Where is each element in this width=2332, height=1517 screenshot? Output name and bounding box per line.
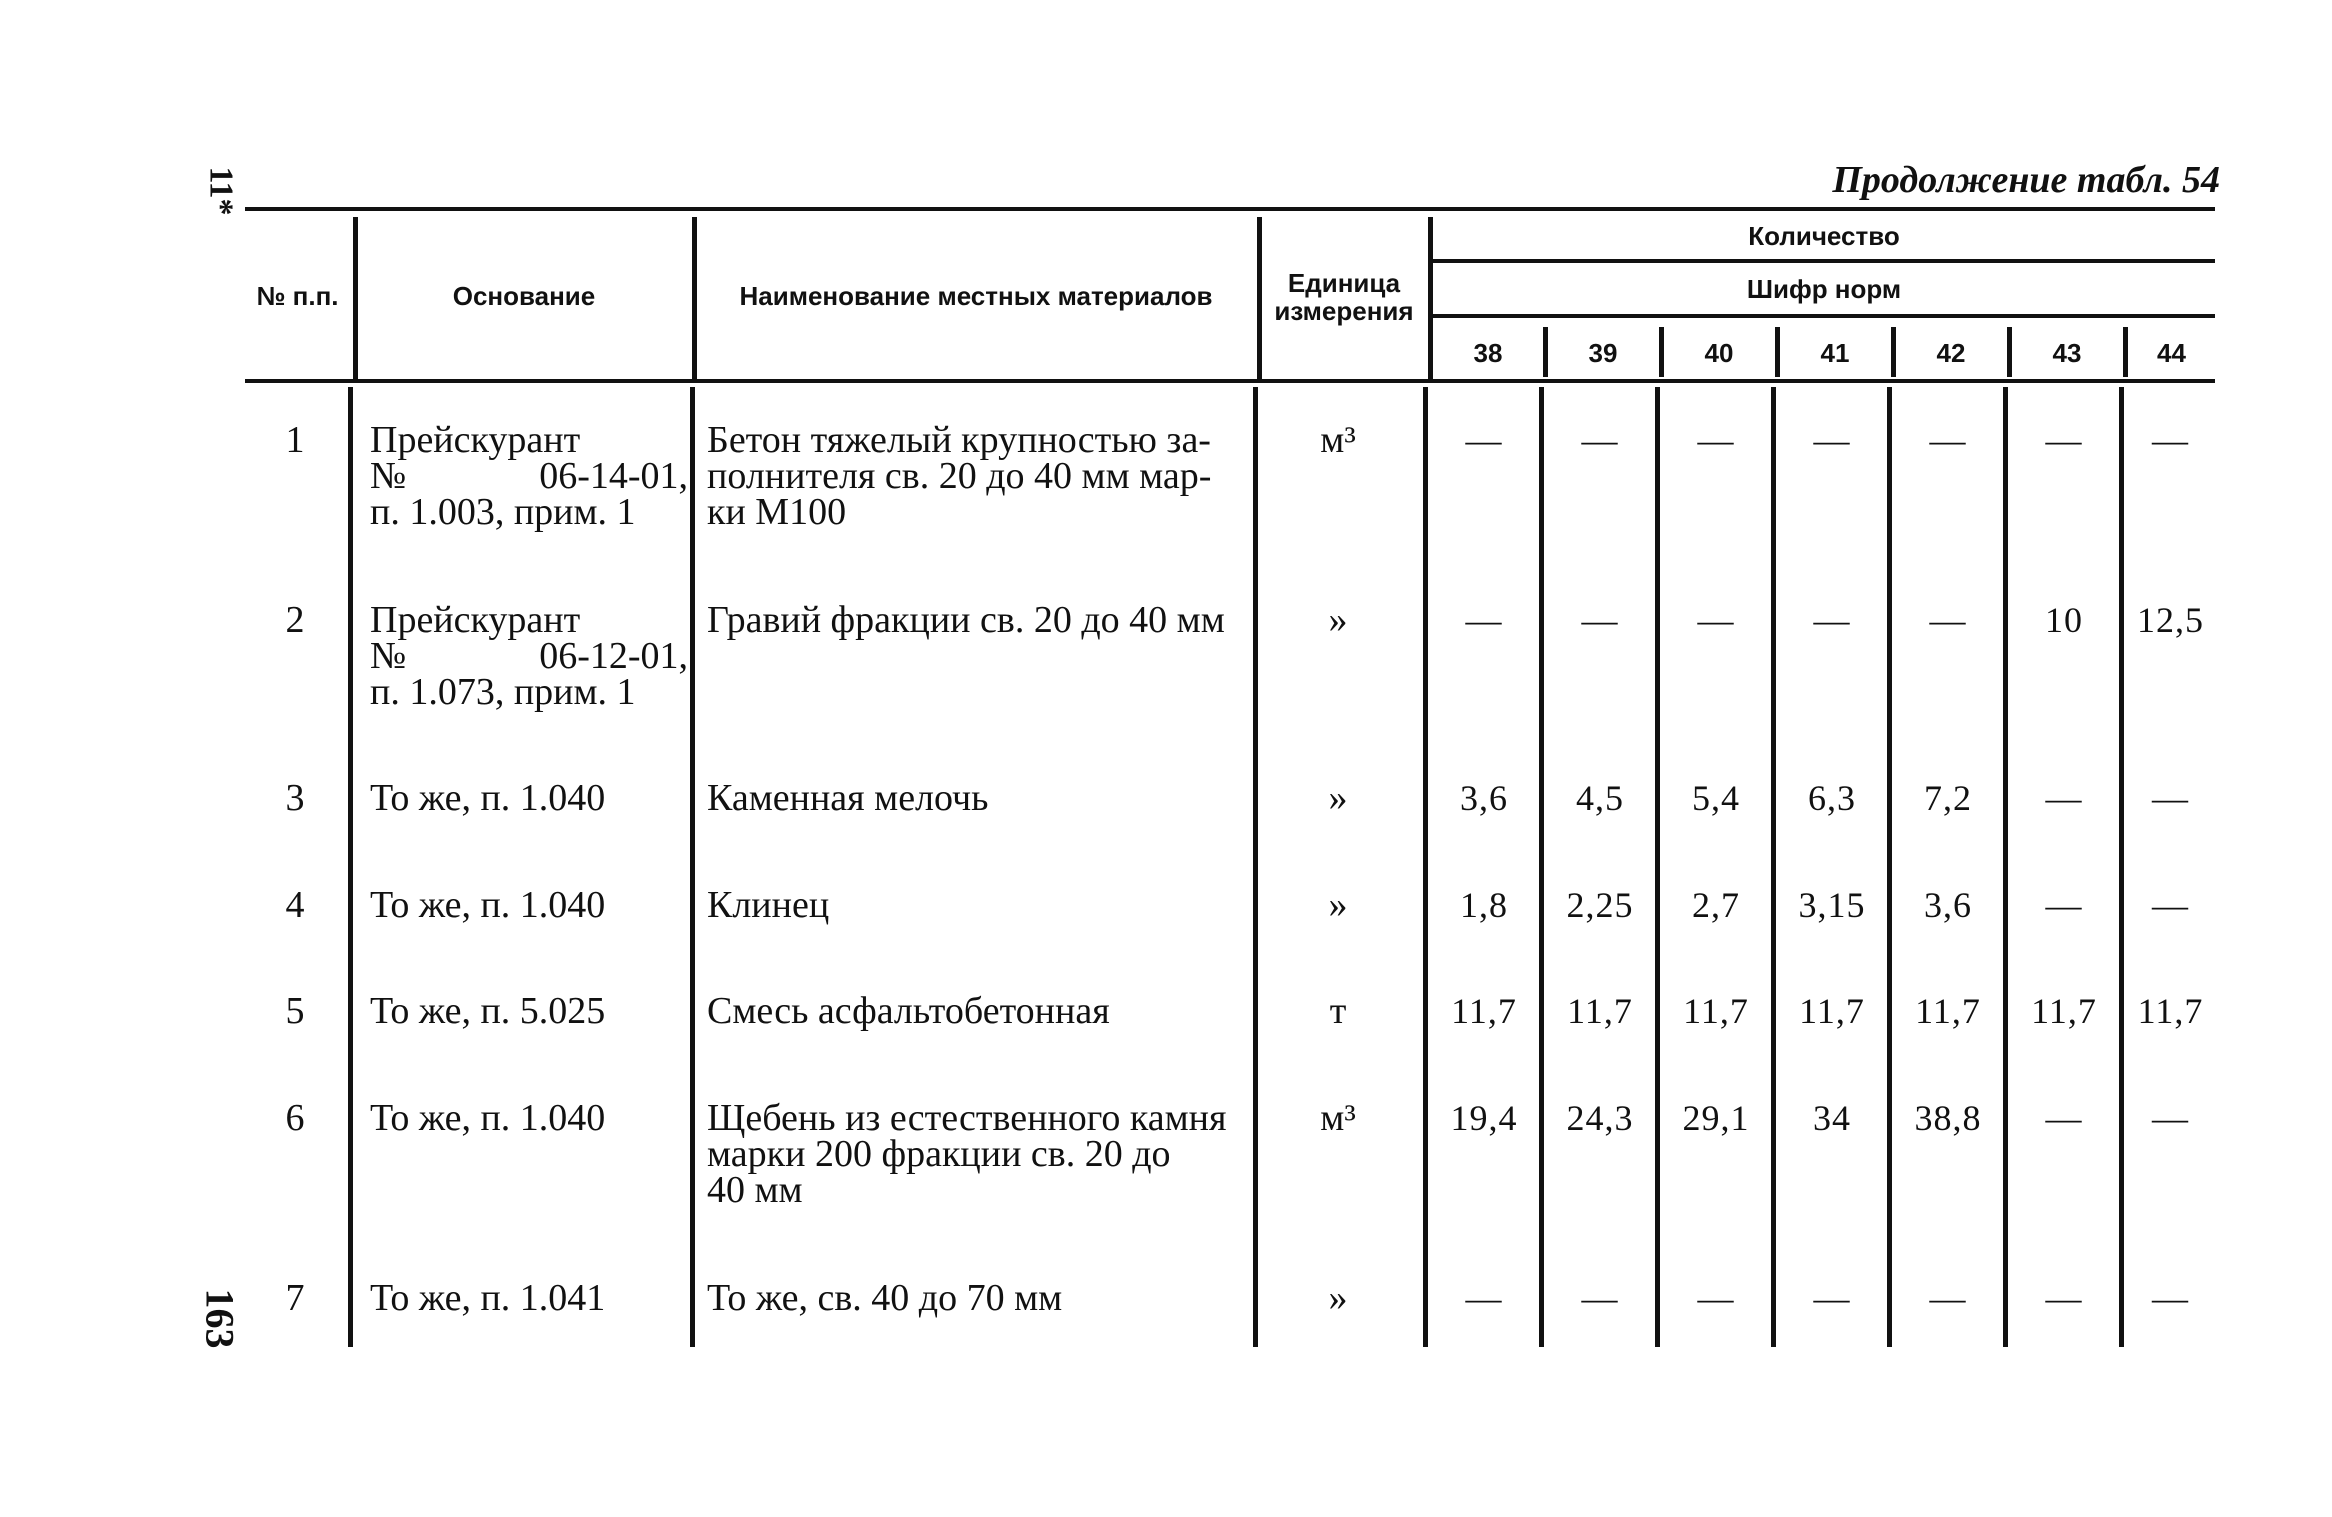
- row-6-num: 6: [285, 1097, 305, 1139]
- qty-r7-c40: —: [1697, 1278, 1735, 1318]
- row-3-basis: То же, п. 1.040: [370, 777, 606, 819]
- qty-r7-c39: —: [1581, 1278, 1619, 1318]
- row-4-material: Клинец: [707, 884, 830, 926]
- row-2-unit: »: [1328, 599, 1348, 641]
- qty-r6-c44: —: [2152, 1098, 2189, 1138]
- header-bottom-rule: [245, 379, 2215, 383]
- qty-r7-c38: —: [1465, 1278, 1503, 1318]
- signature-mark: 11*: [202, 166, 240, 216]
- table-top-rule: [245, 207, 2215, 211]
- code-41: 41: [1820, 338, 1850, 368]
- row-1-basis: [370, 419, 690, 533]
- row-1-unit: м³: [1320, 419, 1356, 461]
- qty-r1-c43: —: [2045, 420, 2083, 460]
- body-divider: [1771, 387, 1776, 1347]
- qty-r6-c43: —: [2045, 1098, 2083, 1138]
- code-43: 43: [2052, 338, 2082, 368]
- quantity-rule: [1430, 259, 2215, 263]
- row-2-basis: [370, 599, 690, 713]
- qty-r2-c41: —: [1813, 600, 1851, 640]
- qty-r3-c44: —: [2152, 778, 2189, 818]
- qty-r2-c43: 10: [2045, 600, 2083, 640]
- row-7-material: То же, св. 40 до 70 мм: [707, 1277, 1063, 1319]
- qty-r5-c39: 11,7: [1567, 991, 1633, 1031]
- qty-r4-c44: —: [2152, 885, 2189, 925]
- row-4-unit: »: [1328, 884, 1348, 926]
- qty-r7-c44: —: [2152, 1278, 2189, 1318]
- qty-r3-c43: —: [2045, 778, 2083, 818]
- qty-r4-c41: 3,15: [1798, 885, 1866, 925]
- qty-r5-c38: 11,7: [1451, 991, 1517, 1031]
- code-38: 38: [1473, 338, 1503, 368]
- qty-r2-c38: —: [1465, 600, 1503, 640]
- qty-r7-c43: —: [2045, 1278, 2083, 1318]
- basis-line: Прейскурант: [370, 419, 581, 461]
- qty-r4-c38: 1,8: [1460, 885, 1508, 925]
- qty-r6-c38: 19,4: [1450, 1098, 1518, 1138]
- qty-r6-c42: 38,8: [1914, 1098, 1982, 1138]
- row-4-num: 4: [285, 884, 305, 926]
- qty-r4-c43: —: [2045, 885, 2083, 925]
- qty-r4-c39: 2,25: [1566, 885, 1634, 925]
- body-divider: [2003, 387, 2008, 1347]
- basis-line: п. 1.073, прим. 1: [370, 671, 636, 713]
- row-5-unit: т: [1329, 990, 1347, 1032]
- row-1-material: [707, 419, 1247, 533]
- code-40: 40: [1704, 338, 1734, 368]
- code-42: 42: [1936, 338, 1966, 368]
- body-divider: [1655, 387, 1660, 1347]
- qty-r2-c39: —: [1581, 600, 1619, 640]
- body-divider: [1539, 387, 1544, 1347]
- qty-r1-c38: —: [1465, 420, 1503, 460]
- row-2-num: 2: [285, 599, 305, 641]
- basis-line: № 06-12-01,: [370, 635, 688, 677]
- qty-r3-c40: 5,4: [1692, 778, 1740, 818]
- row-4-basis: То же, п. 1.040: [370, 884, 606, 926]
- header-basis: Основание: [452, 281, 596, 311]
- basis-line: п. 1.003, прим. 1: [370, 491, 636, 533]
- code-39: 39: [1588, 338, 1618, 368]
- header-num: № п.п.: [256, 281, 339, 311]
- qty-r5-c42: 11,7: [1915, 991, 1981, 1031]
- row-6-basis: То же, п. 1.040: [370, 1097, 606, 1139]
- qty-r6-c40: 29,1: [1682, 1098, 1750, 1138]
- material-line: полнителя св. 20 до 40 мм мар-: [707, 455, 1212, 497]
- row-7-basis: То же, п. 1.041: [370, 1277, 606, 1319]
- qty-r1-c44: —: [2152, 420, 2189, 460]
- qty-r2-c40: —: [1697, 600, 1735, 640]
- qty-r7-c42: —: [1929, 1278, 1967, 1318]
- qty-r4-c40: 2,7: [1692, 885, 1740, 925]
- qty-r1-c40: —: [1697, 420, 1735, 460]
- body-divider: [348, 387, 353, 1347]
- body-divider: [2119, 387, 2124, 1347]
- table-continuation-caption: Продолжение табл. 54: [1832, 159, 2220, 201]
- body-divider: [1253, 387, 1258, 1347]
- code-rule: [1430, 314, 2215, 318]
- header-unit: Единица измерения: [1274, 268, 1414, 326]
- row-5-basis: То же, п. 5.025: [370, 990, 606, 1032]
- qty-r1-c42: —: [1929, 420, 1967, 460]
- row-6-material: [707, 1097, 1247, 1211]
- qty-r5-c41: 11,7: [1799, 991, 1865, 1031]
- row-3-material: Каменная мелочь: [707, 777, 989, 819]
- qty-r3-c41: 6,3: [1808, 778, 1856, 818]
- body-divider: [690, 387, 695, 1347]
- material-line: Щебень из естественного камня: [707, 1097, 1227, 1139]
- qty-r5-c44: 11,7: [2137, 991, 2204, 1031]
- header-code: Шифр норм: [1746, 274, 1902, 304]
- row-7-unit: »: [1328, 1277, 1348, 1319]
- qty-r4-c42: 3,6: [1924, 885, 1972, 925]
- qty-r1-c39: —: [1581, 420, 1619, 460]
- body-divider: [1887, 387, 1892, 1347]
- qty-r6-c39: 24,3: [1566, 1098, 1634, 1138]
- materials-table: [245, 207, 2215, 1347]
- qty-r1-c41: —: [1813, 420, 1851, 460]
- qty-r3-c38: 3,6: [1460, 778, 1508, 818]
- header-material: Наименование местных материалов: [739, 281, 1213, 311]
- row-5-num: 5: [285, 990, 305, 1032]
- row-3-num: 3: [285, 777, 305, 819]
- qty-r2-c44: 12,5: [2137, 600, 2204, 640]
- row-7-num: 7: [285, 1277, 305, 1319]
- material-line: ки М100: [707, 491, 847, 533]
- qty-r7-c41: —: [1813, 1278, 1851, 1318]
- qty-r3-c42: 7,2: [1924, 778, 1972, 818]
- header-quantity: Количество: [1748, 221, 1900, 251]
- row-6-unit: м³: [1320, 1097, 1356, 1139]
- material-line: марки 200 фракции св. 20 до: [707, 1133, 1171, 1175]
- qty-r6-c41: 34: [1813, 1098, 1851, 1138]
- qty-r5-c43: 11,7: [2031, 991, 2097, 1031]
- basis-line: № 06-14-01,: [370, 455, 688, 497]
- material-line: 40 мм: [707, 1169, 803, 1211]
- code-44: 44: [2157, 338, 2186, 368]
- body-divider: [1423, 387, 1428, 1347]
- row-3-unit: »: [1328, 777, 1348, 819]
- row-5-material: Смесь асфальтобетонная: [707, 990, 1110, 1032]
- row-2-material: Гравий фракции св. 20 до 40 мм: [707, 599, 1225, 641]
- qty-r5-c40: 11,7: [1683, 991, 1749, 1031]
- qty-r3-c39: 4,5: [1576, 778, 1624, 818]
- qty-r2-c42: —: [1929, 600, 1967, 640]
- basis-line: Прейскурант: [370, 599, 581, 641]
- page-number: 163: [197, 1288, 243, 1349]
- material-line: Бетон тяжелый крупностью за-: [707, 419, 1211, 461]
- row-1-num: 1: [285, 419, 305, 461]
